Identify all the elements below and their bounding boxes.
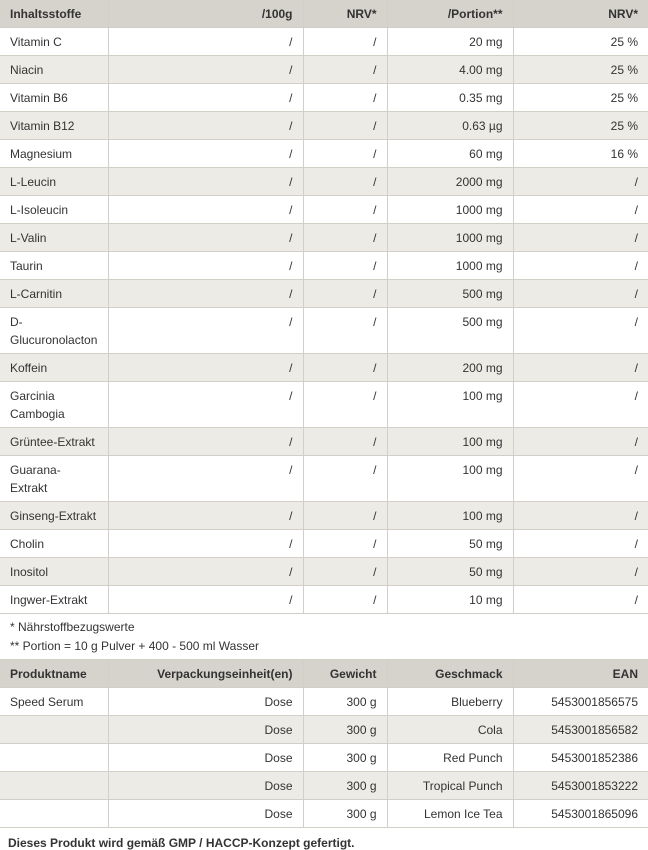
flavor-value: Lemon Ice Tea xyxy=(387,800,513,828)
packaging-unit: Dose xyxy=(108,744,303,772)
per-100g-value: / xyxy=(108,382,303,428)
nutrition-row xyxy=(0,252,648,280)
per-100g-value: / xyxy=(108,112,303,140)
nutrition-row xyxy=(0,586,648,614)
ingredient-name: Vitamin B12 xyxy=(0,112,108,140)
per-portion-value: 500 mg xyxy=(387,308,513,354)
per-100g-value: / xyxy=(108,252,303,280)
per-100g-value: / xyxy=(108,84,303,112)
nrv-value: / xyxy=(303,354,387,382)
nutrition-row xyxy=(0,456,648,502)
ingredient-name: Garcinia Cambogia xyxy=(0,382,108,428)
ingredient-name: Taurin xyxy=(0,252,108,280)
ingredient-name: Ingwer-Extrakt xyxy=(0,586,108,614)
nutrition-row xyxy=(0,56,648,84)
product-row xyxy=(0,688,648,716)
nutrition-row xyxy=(0,382,648,428)
ingredient-name: Koffein xyxy=(0,354,108,382)
header-inhaltsstoffe: Inhaltsstoffe xyxy=(0,0,108,28)
per-portion-value: 1000 mg xyxy=(387,224,513,252)
product-name xyxy=(0,800,108,828)
per-portion-value: 200 mg xyxy=(387,354,513,382)
nutrition-row xyxy=(0,168,648,196)
nutrition-row xyxy=(0,196,648,224)
per-portion-value: 10 mg xyxy=(387,586,513,614)
per-portion-value: 50 mg xyxy=(387,530,513,558)
ingredient-name: Vitamin C xyxy=(0,28,108,56)
nutrition-row xyxy=(0,140,648,168)
ingredient-name: Magnesium xyxy=(0,140,108,168)
ingredient-name: L-Carnitin xyxy=(0,280,108,308)
nrv-portion-value: 25 % xyxy=(513,56,648,84)
header-gewicht: Gewicht xyxy=(303,660,387,688)
ingredient-name: Ginseng-Extrakt xyxy=(0,502,108,530)
per-100g-value: / xyxy=(108,196,303,224)
weight-value: 300 g xyxy=(303,800,387,828)
nrv-portion-value: / xyxy=(513,224,648,252)
nrv-value: / xyxy=(303,140,387,168)
footnote-portion: ** Portion = 10 g Pulver + 400 - 500 ml Wasser xyxy=(10,639,260,653)
nrv-value: / xyxy=(303,280,387,308)
nrv-portion-value: 25 % xyxy=(513,28,648,56)
per-portion-value: 2000 mg xyxy=(387,168,513,196)
nrv-portion-value: 16 % xyxy=(513,140,648,168)
nrv-portion-value: / xyxy=(513,382,648,428)
per-portion-value: 100 mg xyxy=(387,382,513,428)
per-100g-value: / xyxy=(108,502,303,530)
nrv-portion-value: / xyxy=(513,252,648,280)
per-portion-value: 4.00 mg xyxy=(387,56,513,84)
nrv-value: / xyxy=(303,28,387,56)
nrv-portion-value: / xyxy=(513,502,648,530)
product-table xyxy=(0,660,648,828)
nrv-value: / xyxy=(303,308,387,354)
header-produktname: Produktname xyxy=(0,660,108,688)
product-name xyxy=(0,716,108,744)
weight-value: 300 g xyxy=(303,716,387,744)
per-100g-value: / xyxy=(108,308,303,354)
nutrition-row xyxy=(0,84,648,112)
product-row xyxy=(0,772,648,800)
nutrition-row xyxy=(0,112,648,140)
nrv-value: / xyxy=(303,84,387,112)
footnote-nrv: * Nährstoffbezugswerte xyxy=(10,620,135,634)
packaging-unit: Dose xyxy=(108,772,303,800)
gmp-statement: Dieses Produkt wird gemäß GMP / HACCP-Konzept gefertigt. xyxy=(8,836,355,850)
nrv-value: / xyxy=(303,530,387,558)
per-100g-value: / xyxy=(108,586,303,614)
flavor-value: Tropical Punch xyxy=(387,772,513,800)
nrv-value: / xyxy=(303,558,387,586)
nutrition-header-row xyxy=(0,0,648,28)
ingredient-name: L-Isoleucin xyxy=(0,196,108,224)
header-ean: EAN xyxy=(513,660,648,688)
product-name xyxy=(0,744,108,772)
product-body xyxy=(0,688,648,828)
header-nrv: NRV* xyxy=(303,0,387,28)
weight-value: 300 g xyxy=(303,744,387,772)
nrv-portion-value: / xyxy=(513,168,648,196)
nrv-value: / xyxy=(303,586,387,614)
ingredient-name: Inositol xyxy=(0,558,108,586)
per-portion-value: 0.63 µg xyxy=(387,112,513,140)
per-portion-value: 20 mg xyxy=(387,28,513,56)
ingredient-name: Vitamin B6 xyxy=(0,84,108,112)
per-portion-value: 1000 mg xyxy=(387,252,513,280)
nrv-portion-value: / xyxy=(513,196,648,224)
nrv-value: / xyxy=(303,196,387,224)
per-100g-value: / xyxy=(108,280,303,308)
per-portion-value: 100 mg xyxy=(387,456,513,502)
packaging-unit: Dose xyxy=(108,800,303,828)
ingredient-name: Cholin xyxy=(0,530,108,558)
header-nrv-portion: NRV* xyxy=(513,0,648,28)
header-per-portion: /Portion** xyxy=(387,0,513,28)
nutrition-row xyxy=(0,28,648,56)
per-100g-value: / xyxy=(108,168,303,196)
flavor-value: Cola xyxy=(387,716,513,744)
ingredient-name: Guarana- Extrakt xyxy=(0,456,108,502)
header-verpackungseinheit: Verpackungseinheit(en) xyxy=(108,660,303,688)
weight-value: 300 g xyxy=(303,772,387,800)
nrv-portion-value: / xyxy=(513,530,648,558)
flavor-value: Red Punch xyxy=(387,744,513,772)
nutrition-row xyxy=(0,308,648,354)
nrv-portion-value: / xyxy=(513,428,648,456)
per-100g-value: / xyxy=(108,140,303,168)
weight-value: 300 g xyxy=(303,688,387,716)
nrv-value: / xyxy=(303,456,387,502)
per-portion-value: 100 mg xyxy=(387,428,513,456)
per-100g-value: / xyxy=(108,354,303,382)
ean-value: 5453001856582 xyxy=(513,716,648,744)
nrv-value: / xyxy=(303,428,387,456)
per-portion-value: 1000 mg xyxy=(387,196,513,224)
nrv-value: / xyxy=(303,112,387,140)
per-portion-value: 60 mg xyxy=(387,140,513,168)
header-per-100g: /100g xyxy=(108,0,303,28)
per-100g-value: / xyxy=(108,224,303,252)
product-row xyxy=(0,716,648,744)
nutrition-row xyxy=(0,502,648,530)
nrv-portion-value: / xyxy=(513,586,648,614)
ingredient-name: D- Glucuronolacton xyxy=(0,308,108,354)
nrv-value: / xyxy=(303,168,387,196)
nutrition-body xyxy=(0,28,648,614)
per-100g-value: / xyxy=(108,530,303,558)
nrv-portion-value: / xyxy=(513,354,648,382)
per-portion-value: 0.35 mg xyxy=(387,84,513,112)
nrv-value: / xyxy=(303,252,387,280)
nutrition-row xyxy=(0,224,648,252)
nrv-portion-value: 25 % xyxy=(513,84,648,112)
product-row xyxy=(0,744,648,772)
per-portion-value: 100 mg xyxy=(387,502,513,530)
nutrition-row xyxy=(0,280,648,308)
ean-value: 5453001856575 xyxy=(513,688,648,716)
ingredient-name: L-Valin xyxy=(0,224,108,252)
per-100g-value: / xyxy=(108,428,303,456)
product-header-row xyxy=(0,660,648,688)
nrv-portion-value: / xyxy=(513,308,648,354)
footnotes xyxy=(0,614,648,660)
per-100g-value: / xyxy=(108,28,303,56)
per-100g-value: / xyxy=(108,558,303,586)
product-name: Speed Serum xyxy=(0,688,108,716)
packaging-unit: Dose xyxy=(108,716,303,744)
nutrition-row xyxy=(0,558,648,586)
nrv-portion-value: / xyxy=(513,558,648,586)
nutrition-row xyxy=(0,354,648,382)
nrv-value: / xyxy=(303,56,387,84)
nutrition-row xyxy=(0,428,648,456)
header-geschmack: Geschmack xyxy=(387,660,513,688)
ingredient-name: L-Leucin xyxy=(0,168,108,196)
nrv-portion-value: / xyxy=(513,280,648,308)
nrv-value: / xyxy=(303,502,387,530)
ingredient-name: Grüntee-Extrakt xyxy=(0,428,108,456)
product-name xyxy=(0,772,108,800)
flavor-value: Blueberry xyxy=(387,688,513,716)
per-portion-value: 50 mg xyxy=(387,558,513,586)
packaging-unit: Dose xyxy=(108,688,303,716)
nrv-portion-value: 25 % xyxy=(513,112,648,140)
ean-value: 5453001865096 xyxy=(513,800,648,828)
ingredient-name: Niacin xyxy=(0,56,108,84)
product-row xyxy=(0,800,648,828)
per-100g-value: / xyxy=(108,456,303,502)
nutrition-row xyxy=(0,530,648,558)
per-100g-value: / xyxy=(108,56,303,84)
nrv-value: / xyxy=(303,382,387,428)
nrv-value: / xyxy=(303,224,387,252)
ean-value: 5453001853222 xyxy=(513,772,648,800)
nrv-portion-value: / xyxy=(513,456,648,502)
ean-value: 5453001852386 xyxy=(513,744,648,772)
per-portion-value: 500 mg xyxy=(387,280,513,308)
